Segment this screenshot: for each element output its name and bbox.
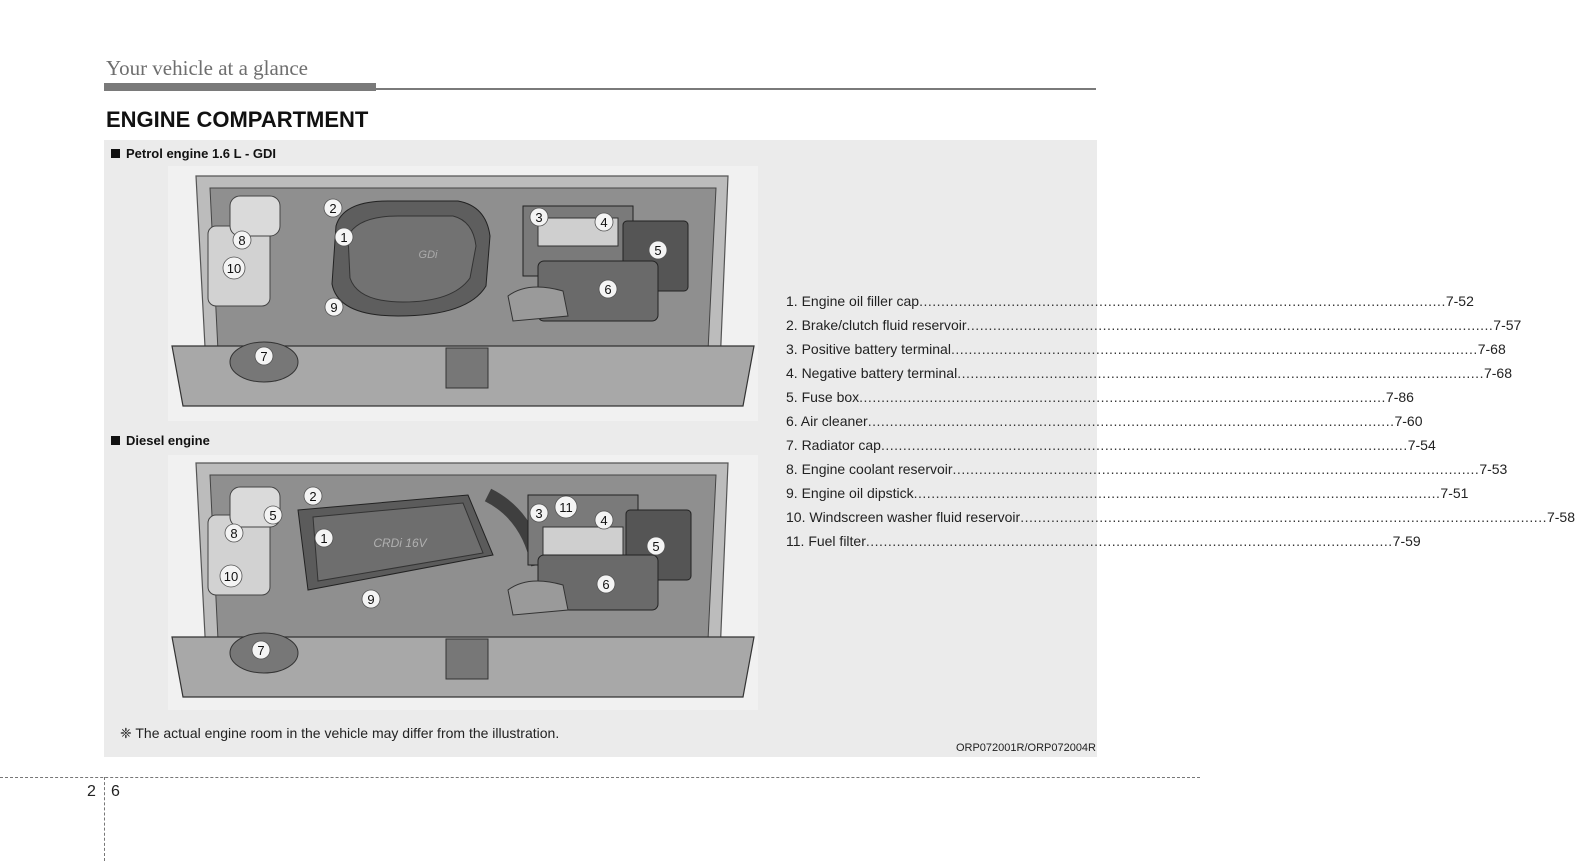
legend-item-page: 7-58 bbox=[1546, 509, 1575, 525]
legend-item-page: 7-54 bbox=[1407, 437, 1436, 453]
callout-3 bbox=[530, 504, 548, 522]
svg-text:2: 2 bbox=[329, 201, 337, 216]
image-code: ORP072001R/ORP072004R bbox=[955, 742, 1096, 754]
petrol-diagram-label: Petrol engine 1.6 L - GDI bbox=[111, 146, 276, 161]
component-legend bbox=[786, 289, 1575, 553]
callout-2 bbox=[304, 487, 322, 505]
legend-leader-dots: ........................................................................................................................ bbox=[919, 293, 1446, 309]
legend-leader-dots: ........................................................................................................................ bbox=[880, 437, 1408, 453]
svg-text:6: 6 bbox=[602, 577, 610, 592]
svg-text:3: 3 bbox=[535, 210, 543, 225]
legend-item bbox=[786, 505, 1575, 529]
legend-item-label: 11. Fuel filter bbox=[786, 533, 866, 549]
svg-text:4: 4 bbox=[600, 215, 608, 230]
legend-item-label: 6. Air cleaner bbox=[786, 413, 868, 429]
page-chapter: 2 bbox=[87, 783, 96, 800]
diesel-engine-illustration bbox=[168, 455, 758, 710]
svg-text:6: 6 bbox=[604, 282, 612, 297]
legend-item-label: 3. Positive battery terminal bbox=[786, 341, 951, 357]
page-number: 6 bbox=[111, 783, 120, 800]
petrol-engine-illustration bbox=[168, 166, 758, 421]
legend-leader-dots: ........................................................................................................................ bbox=[865, 533, 1393, 549]
engine-cover-mark: CRDi 16V bbox=[373, 536, 427, 550]
legend-item bbox=[786, 385, 1414, 409]
callout-7 bbox=[252, 641, 270, 659]
illustration-note: ❈ The actual engine room in the vehicle may differ from the illustration. bbox=[120, 725, 560, 741]
footer-divider bbox=[104, 777, 105, 861]
callout-6 bbox=[599, 280, 617, 298]
legend-item-label: 2. Brake/clutch fluid reservoir bbox=[786, 317, 967, 333]
legend-item-label: 1. Engine oil filler cap bbox=[786, 293, 920, 309]
svg-text:7: 7 bbox=[257, 643, 265, 658]
callout-8 bbox=[225, 524, 243, 542]
legend-item-label: 7. Radiator cap bbox=[786, 437, 881, 453]
callout-3 bbox=[530, 208, 548, 226]
svg-text:2: 2 bbox=[309, 489, 317, 504]
legend-leader-dots: ........................................................................................................................ bbox=[950, 341, 1478, 357]
svg-text:8: 8 bbox=[230, 526, 238, 541]
legend-item bbox=[786, 361, 1512, 385]
legend-item-page: 7-68 bbox=[1483, 365, 1512, 381]
callout-6 bbox=[597, 575, 615, 593]
legend-leader-dots: ........................................................................................................................ bbox=[952, 461, 1480, 477]
header-rule bbox=[376, 88, 1096, 90]
svg-text:11: 11 bbox=[559, 500, 573, 515]
header-bar bbox=[104, 83, 376, 91]
header-title: Your vehicle at a glance bbox=[106, 56, 308, 80]
legend-item-label: 9. Engine oil dipstick bbox=[786, 485, 914, 501]
callout-11 bbox=[555, 496, 577, 518]
legend-item bbox=[786, 409, 1423, 433]
callout-4 bbox=[595, 511, 613, 529]
legend-item-page: 7-86 bbox=[1385, 389, 1414, 405]
svg-text:9: 9 bbox=[367, 592, 375, 607]
callout-10 bbox=[220, 565, 242, 587]
svg-text:5: 5 bbox=[269, 508, 277, 523]
legend-item bbox=[786, 337, 1506, 361]
callout-5 bbox=[649, 241, 667, 259]
legend-item bbox=[786, 529, 1421, 553]
legend-leader-dots: ........................................................................................................................ bbox=[1020, 509, 1547, 525]
svg-text:1: 1 bbox=[340, 230, 348, 245]
svg-text:10: 10 bbox=[223, 569, 239, 584]
legend-item-page: 7-57 bbox=[1493, 317, 1522, 333]
legend-leader-dots: ........................................................................................................................ bbox=[867, 413, 1395, 429]
legend-item-page: 7-60 bbox=[1394, 413, 1423, 429]
legend-item-page: 7-59 bbox=[1392, 533, 1421, 549]
callout-8 bbox=[233, 231, 251, 249]
legend-item bbox=[786, 433, 1436, 457]
callout-5-secondary bbox=[264, 506, 282, 524]
callout-1 bbox=[335, 228, 353, 246]
callout-1 bbox=[315, 529, 333, 547]
legend-item-page: 7-68 bbox=[1477, 341, 1506, 357]
legend-item-label: 4. Negative battery terminal bbox=[786, 365, 958, 381]
legend-leader-dots: ........................................................................................................................ bbox=[966, 317, 1494, 333]
bullet-square-icon bbox=[111, 149, 120, 158]
svg-text:9: 9 bbox=[330, 300, 338, 315]
callout-5 bbox=[647, 537, 665, 555]
callout-2 bbox=[324, 199, 342, 217]
diesel-diagram-label: Diesel engine bbox=[111, 433, 210, 448]
callout-4 bbox=[595, 213, 613, 231]
legend-item-label: 8. Engine coolant reservoir bbox=[786, 461, 953, 477]
legend-item bbox=[786, 457, 1508, 481]
legend-item-label: 5. Fuse box bbox=[786, 389, 860, 405]
svg-text:7: 7 bbox=[260, 349, 268, 364]
legend-item bbox=[786, 289, 1474, 313]
legend-leader-dots: ........................................................................................................................ bbox=[859, 389, 1386, 405]
section-title: ENGINE COMPARTMENT bbox=[106, 107, 369, 132]
svg-text:5: 5 bbox=[652, 539, 660, 554]
legend-item-page: 7-51 bbox=[1440, 485, 1469, 501]
callout-9 bbox=[325, 298, 343, 316]
callout-10 bbox=[223, 257, 245, 279]
legend-item-label: 10. Windscreen washer fluid reservoir bbox=[786, 509, 1021, 525]
footer-rule bbox=[0, 777, 1200, 778]
legend-item bbox=[786, 313, 1522, 337]
callout-7 bbox=[255, 347, 273, 365]
svg-text:5: 5 bbox=[654, 243, 662, 258]
svg-text:3: 3 bbox=[535, 506, 543, 521]
svg-text:10: 10 bbox=[226, 261, 242, 276]
legend-leader-dots: ........................................................................................................................ bbox=[913, 485, 1441, 501]
svg-text:4: 4 bbox=[600, 513, 608, 528]
legend-leader-dots: ........................................................................................................................ bbox=[957, 365, 1484, 381]
svg-text:8: 8 bbox=[238, 233, 246, 248]
bullet-square-icon bbox=[111, 436, 120, 445]
callout-9 bbox=[362, 590, 380, 608]
svg-text:1: 1 bbox=[320, 531, 328, 546]
legend-item-page: 7-53 bbox=[1479, 461, 1508, 477]
legend-item-page: 7-52 bbox=[1445, 293, 1474, 309]
legend-item bbox=[786, 481, 1469, 505]
engine-cover-mark: GDi bbox=[418, 249, 438, 261]
